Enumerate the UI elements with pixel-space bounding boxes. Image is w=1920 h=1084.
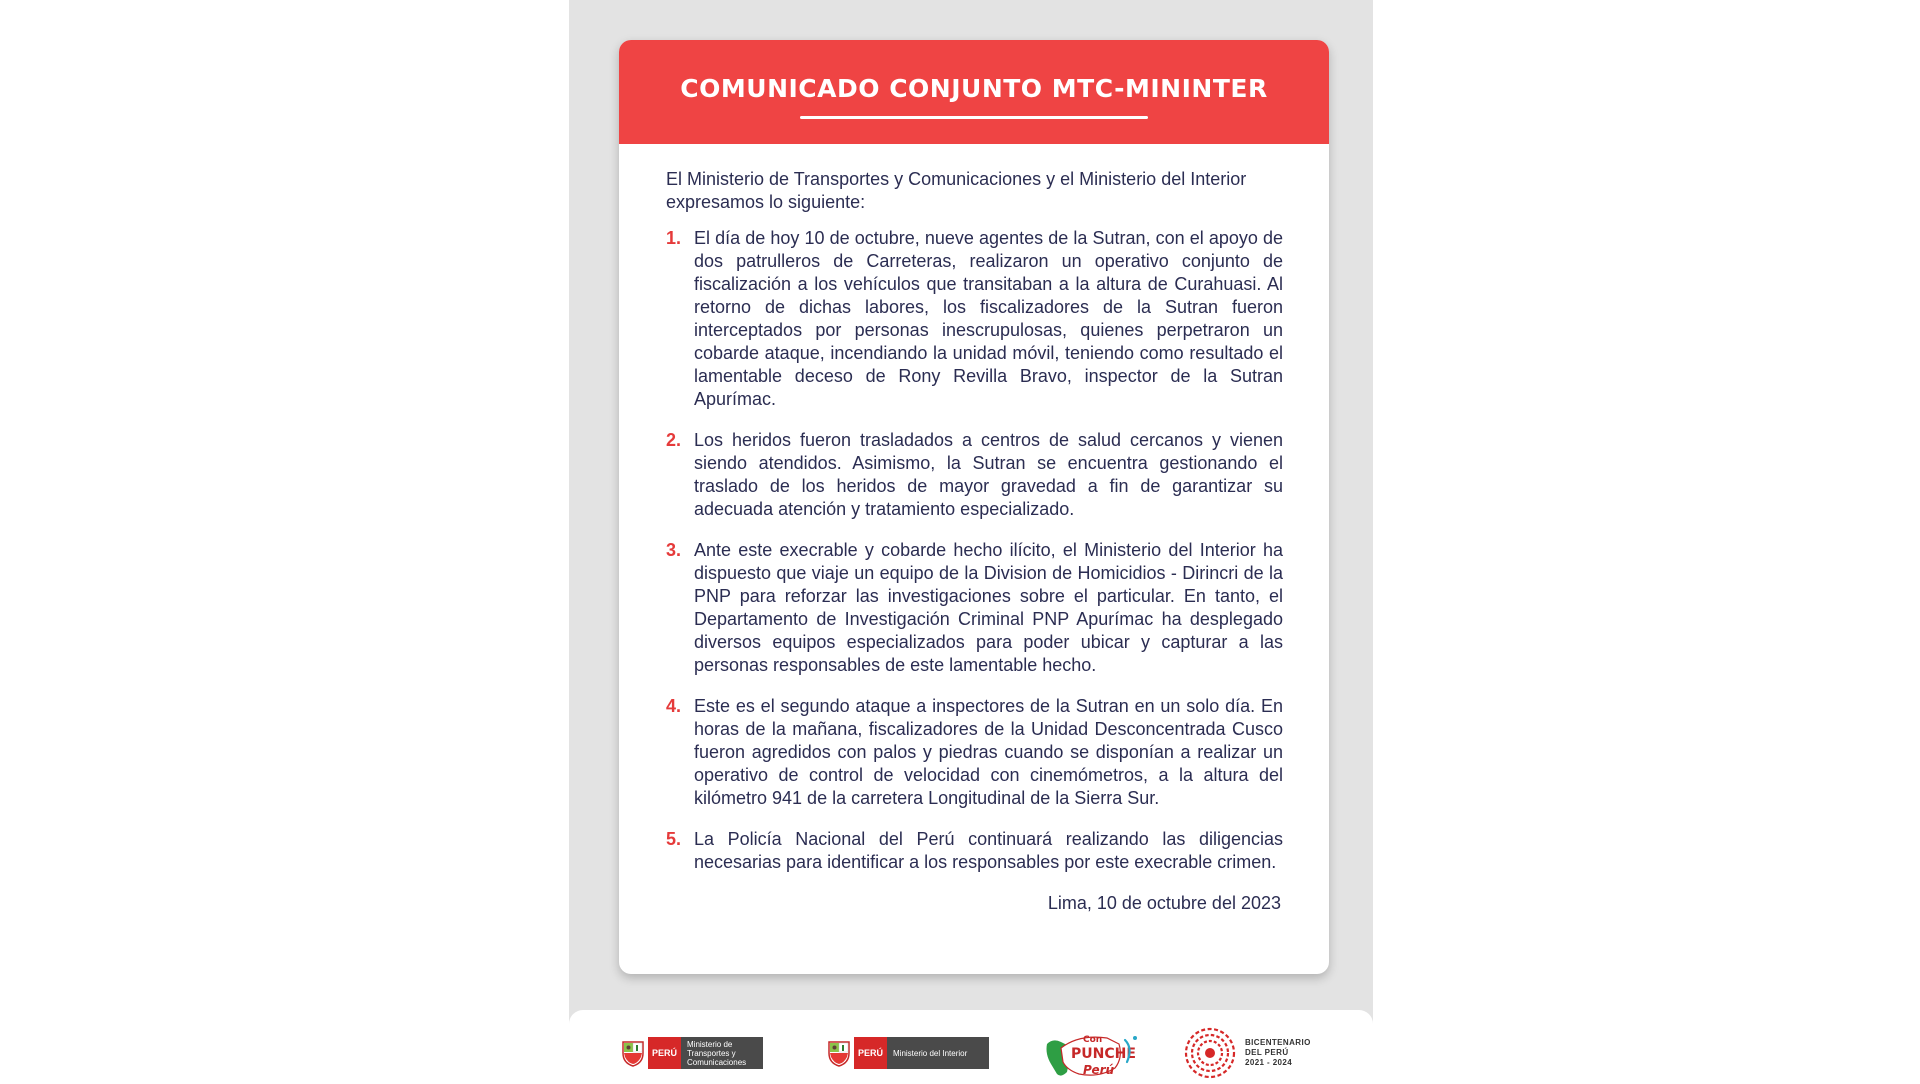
bicentenario-label [1245, 1038, 1311, 1068]
svg-text:Con: Con [1083, 1035, 1103, 1045]
statement-list [666, 227, 1283, 874]
bicentenario-emblem-icon [1183, 1026, 1237, 1080]
peru-country-label: PERÚ [648, 1037, 681, 1069]
item-text: La Policía Nacional del Perú continuará realizando las diligencias necesarias para identificar a los responsables por este execrable crimen. [694, 829, 1283, 872]
item-number: 5. [666, 829, 682, 849]
item-number: 4. [666, 696, 682, 716]
statement-item [666, 828, 1283, 874]
item-text: El día de hoy 10 de octubre, nueve agentes de la Sutran, con el apoyo de dos patrulleros de Carreteras, realizaron un operativo conjunto de fiscalización a los vehículos que transitaban a la altura de Curahuasi. Al retorno de dichas labores, los fiscalizadores de la Sutran fueron interceptados por personas inescrupulosas, quienes perpetraron un cobarde ataque, incendiando la unidad móvil, teniendo como resultado el lamentable deceso de Rony Revilla Bravo, inspector de la Sutran Apurímac. [694, 228, 1283, 409]
intro-paragraph: El Ministerio de Transportes y Comunicaciones y el Ministerio del Interior expresamos lo siguiente: [666, 169, 1247, 212]
statement-item [666, 539, 1283, 677]
page-title: COMUNICADO CONJUNTO MTC-MININTER [680, 74, 1268, 103]
svg-text:Perú: Perú [1083, 1063, 1115, 1077]
con-punche-peru-logo [1039, 1024, 1149, 1084]
bicentenario-line: 2021 - 2024 [1245, 1058, 1293, 1067]
peru-country-label: PERÚ [854, 1037, 887, 1069]
place-date-signature: Lima, 10 de octubre del 2023 [1047, 893, 1281, 913]
item-text: Los heridos fueron trasladados a centros de salud cercanos y vienen siendo atendidos. Asimismo, la Sutran se encuentra gestionando el traslado de los heridos de mayor gravedad a fin de garantizar su adecuada atención y tratamiento especializado. [694, 430, 1283, 519]
bicentenario-line: DEL PERÚ [1245, 1048, 1289, 1057]
peru-shield-icon [621, 1039, 645, 1067]
peru-shield-icon [827, 1039, 851, 1067]
logo-footer [569, 1010, 1373, 1080]
item-number: 2. [666, 430, 682, 450]
mtc-logo [621, 1036, 763, 1070]
title-underline [800, 116, 1148, 119]
item-number: 3. [666, 540, 682, 560]
statement-item [666, 695, 1283, 810]
communique-card [619, 40, 1329, 974]
item-number: 1. [666, 228, 682, 248]
statement-item [666, 227, 1283, 411]
item-text: Ante este execrable y cobarde hecho ilícito, el Ministerio del Interior ha dispuesto que viaje un equipo de la Division de Homicidios - Dirincri de la PNP para reforzar las investigaciones sobre el particular. En tanto, el Departamento de Investigación Criminal PNP Apurímac ha desplegado diversos equipos especializados para poder ubicar y capturar a las personas responsables de este lamentable hecho. [694, 540, 1283, 675]
mininter-logo [827, 1036, 989, 1070]
card-body [666, 168, 1283, 915]
mtc-ministry-label: Ministerio de Transportes y Comunicaciones [681, 1037, 763, 1069]
bicentenario-line: BICENTENARIO [1245, 1038, 1311, 1047]
bicentenario-logo [1183, 1026, 1311, 1080]
mininter-ministry-label: Ministerio del Interior [887, 1037, 989, 1069]
communique-poster [569, 0, 1373, 1080]
card-header [619, 40, 1329, 144]
statement-item [666, 429, 1283, 521]
svg-text:PUNCHE: PUNCHE [1071, 1046, 1136, 1062]
item-text: Este es el segundo ataque a inspectores de la Sutran en un solo día. En horas de la mañana, fiscalizadores de la Unidad Desconcentrada Cusco fueron agredidos con palos y piedras cuando se disponían a realizar un operativo de control de velocidad con cinemómetros, a la altura del kilómetro 941 de la carretera Longitudinal de la Sierra Sur. [694, 696, 1283, 808]
